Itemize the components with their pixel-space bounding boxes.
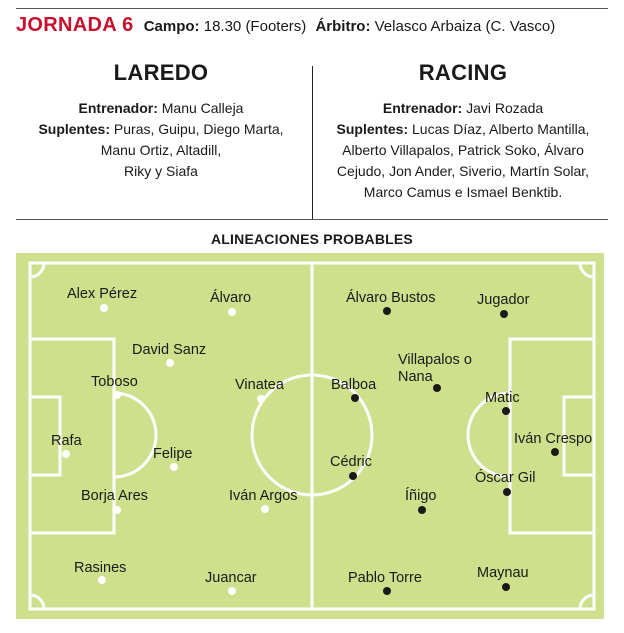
away-subs-text: Lucas Díaz, Alberto Mantilla,: [412, 121, 590, 137]
lineups-title: ALINEACIONES PROBABLES: [211, 231, 413, 247]
laredo-player-dot: [261, 505, 269, 513]
home-coach-name: Manu Calleja: [161, 100, 244, 116]
away-subs-label: Suplentes:: [336, 121, 409, 137]
home-subs-line: [16, 119, 306, 140]
match-header: [16, 14, 616, 37]
campo-label: Campo:: [143, 18, 200, 35]
laredo-player-dot: [228, 587, 236, 595]
away-coach-label: Entrenador:: [382, 100, 463, 116]
racing-player-name: Cédric: [330, 454, 372, 470]
laredo-player-name: Iván Argos: [229, 488, 298, 504]
away-subs-line: Marco Camus e Ismael Benktib.: [363, 184, 563, 200]
away-coach-name: Javi Rozada: [466, 100, 544, 116]
laredo-player-dot: [170, 463, 178, 471]
arbitro-value: Velasco Arbaiza (C. Vasco): [374, 18, 556, 35]
racing-player-name: Óscar Gil: [475, 470, 536, 486]
laredo-player-dot: [98, 576, 106, 584]
away-coach-line: [318, 98, 608, 119]
home-subs-line: Riky y Siafa: [124, 163, 198, 179]
laredo-player-name: Rasines: [74, 560, 127, 576]
away-team-name: RACING: [418, 60, 508, 85]
racing-player-name: Jugador: [477, 292, 530, 308]
home-team-name: LAREDO: [113, 60, 209, 85]
racing-player-dot: [503, 488, 511, 496]
away-subs-line: Alberto Villapalos, Patrick Soko, Álvaro: [342, 142, 584, 158]
laredo-player-name: Álvaro: [210, 290, 252, 306]
racing-player-name: Villapalos o Nana: [398, 352, 472, 385]
away-subs-line: [318, 119, 608, 140]
corner-arc: [30, 595, 44, 609]
corner-arc: [580, 263, 594, 277]
football-pitch: [16, 253, 604, 619]
laredo-player-name: David Sanz: [132, 342, 207, 358]
racing-player-name: Matic: [485, 390, 520, 406]
teams-section: [16, 60, 608, 220]
laredo-player-dot: [166, 359, 174, 367]
racing-player-name: Álvaro Bustos: [346, 290, 436, 306]
away-subs-line: Cejudo, Jon Ander, Siverio, Martín Solar,: [336, 163, 590, 179]
home-coach-line: [16, 98, 306, 119]
racing-player-dot: [383, 307, 391, 315]
column-divider: [312, 66, 313, 220]
racing-player-name: Iván Crespo: [514, 431, 593, 447]
laredo-player-dot: [62, 450, 70, 458]
racing-player-name: Pablo Torre: [348, 570, 422, 586]
racing-player-dot: [383, 587, 391, 595]
laredo-player-name: Vinatea: [235, 377, 284, 393]
racing-player-dot: [502, 583, 510, 591]
home-subs-text: Puras, Guipu, Diego Marta,: [113, 121, 284, 137]
racing-player-dot: [502, 407, 510, 415]
laredo-player-name: Juancar: [205, 570, 257, 586]
left-penalty-arc: [114, 393, 156, 477]
away-team-column: [318, 60, 608, 203]
racing-player-name: Balboa: [331, 377, 377, 393]
laredo-player-dot: [257, 395, 265, 403]
bottom-rule: [16, 219, 608, 220]
campo-value: 18.30 (Footers): [203, 18, 307, 35]
arbitro-label: Árbitro:: [315, 18, 371, 35]
jornada-label: JORNADA 6: [16, 14, 134, 36]
racing-player-dot: [351, 394, 359, 402]
racing-player-name: Íñigo: [405, 488, 437, 504]
laredo-player-dot: [113, 391, 121, 399]
racing-player-dot: [418, 506, 426, 514]
corner-arc: [580, 595, 594, 609]
laredo-player-dot: [228, 308, 236, 316]
home-subs-label: Suplentes:: [38, 121, 111, 137]
racing-player-dot: [551, 448, 559, 456]
laredo-player-dot: [113, 506, 121, 514]
laredo-player-name: Borja Ares: [81, 488, 148, 504]
laredo-player-name: Felipe: [153, 446, 193, 462]
laredo-player-dot: [100, 304, 108, 312]
laredo-player-name: Toboso: [91, 374, 138, 390]
corner-arc: [30, 263, 44, 277]
racing-player-dot: [349, 472, 357, 480]
racing-player-name: Maynau: [477, 565, 529, 581]
racing-player-dot: [500, 310, 508, 318]
laredo-player-name: Alex Pérez: [67, 286, 138, 302]
home-subs-line: Manu Ortiz, Altadill,: [100, 142, 222, 158]
top-rule: [16, 8, 608, 9]
home-coach-label: Entrenador:: [78, 100, 158, 116]
laredo-player-name: Rafa: [51, 433, 82, 449]
home-team-column: [16, 60, 306, 182]
